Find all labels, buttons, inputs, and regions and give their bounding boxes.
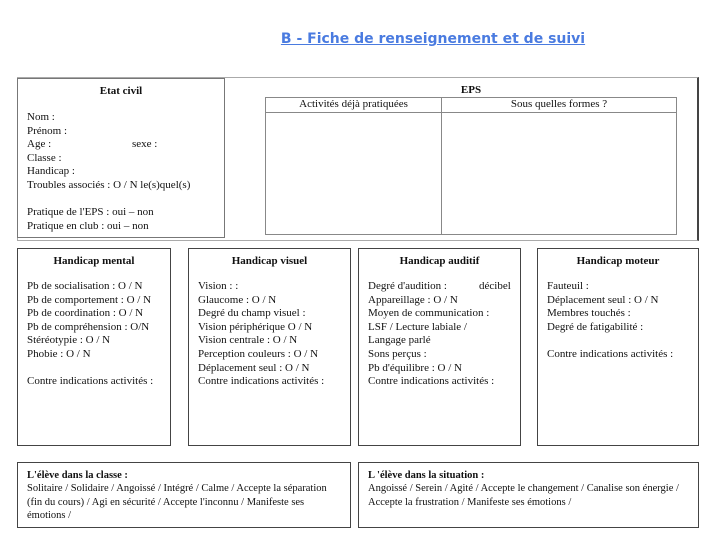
decibel-label: décibel (479, 280, 511, 292)
line: Degré d'audition : (368, 280, 447, 292)
line: Sons perçus : (368, 347, 427, 360)
eps-col-formes: Sous quelles formes ? (510, 98, 608, 110)
handicap-moteur-box (537, 248, 699, 446)
page-title: B - Fiche de renseignement et de suivi (280, 31, 586, 47)
line: Appareillage : O / N (368, 293, 458, 306)
line: Glaucome : O / N (198, 293, 277, 306)
line: Déplacement seul : O / N (547, 293, 659, 306)
line: Pb de comportement : O / N (27, 293, 152, 306)
handicap-visuel-heading: Handicap visuel (231, 255, 308, 267)
line: Perception couleurs : O / N (198, 347, 319, 360)
line: Contre indications activités : (27, 375, 154, 388)
line: Vision : : (198, 280, 239, 292)
field-pratique-club: Pratique en club : oui – non (27, 219, 149, 232)
field-sexe: sexe : (132, 138, 158, 151)
handicap-moteur-heading: Handicap moteur (576, 255, 660, 267)
line: Phobie : O / N (27, 347, 91, 360)
eleve-classe-text: Solitaire / Solidaire / Angoissé / Intégré / Calme / Accepte la séparation (fin du cours) / Agi en sécurité / Accepte l'inconnu / Manifeste ses émotions / (27, 483, 327, 522)
line: Pb d'équilibre : O / N (368, 361, 462, 374)
line: Vision centrale : O / N (198, 334, 298, 347)
line: Vision périphérique O / N (198, 320, 313, 333)
handicap-auditif-box (358, 248, 521, 446)
eps-heading: EPS (460, 84, 482, 96)
line: Membres touchés : (547, 307, 631, 320)
line: Déplacement seul : O / N (198, 361, 310, 374)
line: Stéréotypie : O / N (27, 334, 111, 347)
handicap-mental-box (17, 248, 171, 446)
line: Degré du champ visuel : (198, 307, 306, 320)
line: Contre indications activités : (547, 347, 674, 360)
handicap-visuel-box (188, 248, 351, 446)
eleve-situation-box (358, 462, 699, 528)
etat-civil-heading: Etat civil (99, 85, 143, 97)
line: Moyen de communication : (368, 307, 490, 320)
line: Pb de socialisation : O / N (27, 280, 143, 292)
field-classe: Classe : (27, 151, 62, 164)
line: LSF / Lecture labiale / (368, 320, 467, 333)
eps-cell-formes[interactable] (442, 113, 676, 235)
handicap-auditif-heading: Handicap auditif (399, 255, 480, 267)
eps-table (265, 97, 677, 235)
line: Langage parlé (368, 334, 431, 347)
line (27, 362, 170, 376)
field-troubles: Troubles associés : O / N le(s)quel(s) (27, 178, 191, 191)
line: Pb de compréhension : O/N (27, 320, 150, 333)
field-age: Age : (27, 138, 52, 151)
eleve-classe-box (17, 462, 351, 528)
line: Pb de coordination : O / N (27, 307, 144, 320)
etat-civil-box (17, 78, 225, 238)
line (547, 334, 698, 348)
field-nom: Nom : (27, 111, 55, 123)
line: Contre indications activités : (368, 375, 495, 388)
handicap-mental-heading: Handicap mental (53, 255, 135, 267)
eleve-situation-heading: L 'élève dans la situation : (368, 470, 485, 481)
eps-cell-activites[interactable] (266, 113, 442, 235)
eleve-situation-text: Angoissé / Serein / Agité / Accepte le changement / Canalise son énergie / Accepte la frustration / Manifeste ses émotions / (368, 483, 679, 508)
field-handicap: Handicap : (27, 165, 75, 178)
line: Fauteuil : (547, 280, 589, 292)
line: Contre indications activités : (198, 375, 325, 388)
field-prenom: Prénom : (27, 124, 68, 137)
eleve-classe-heading: L'élève dans la classe : (27, 470, 128, 481)
field-pratique-eps: Pratique de l'EPS : oui – non (27, 206, 154, 219)
line: Degré de fatigabilité : (547, 320, 644, 333)
eps-col-activites: Activités déjà pratiquées (266, 98, 442, 112)
